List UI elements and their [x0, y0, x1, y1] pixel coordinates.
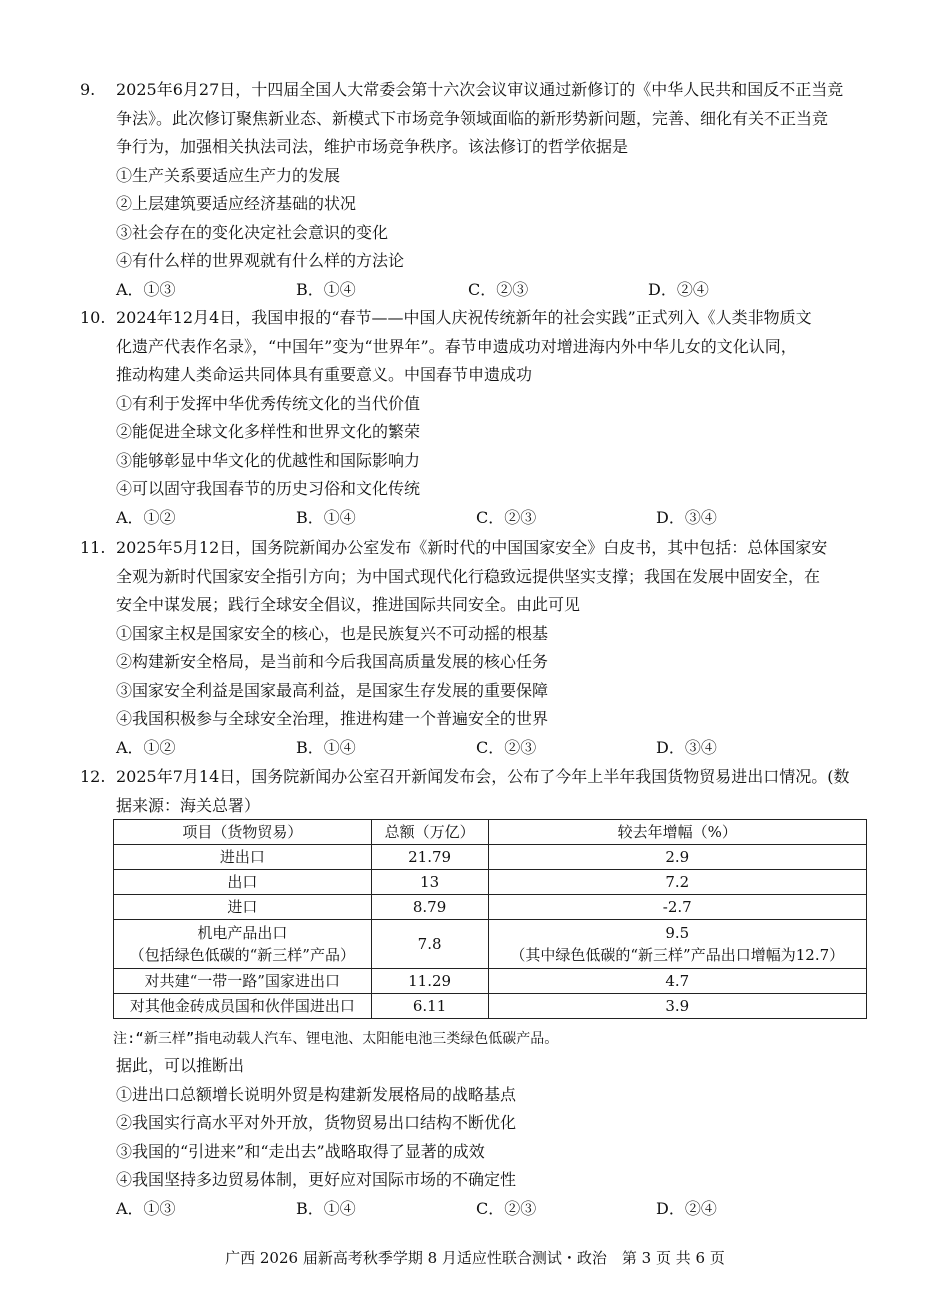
question-stem-line: 全观为新时代国家安全指引方向；为中国式现代化行稳致远提供坚实支撑；我国在发展中固安全，在	[116, 566, 821, 586]
choice-c: C．②③	[476, 1198, 537, 1218]
table-cell: 13	[371, 870, 488, 895]
table-cell: 对其他金砖成员国和伙伴国进出口	[114, 994, 372, 1019]
choice-b: B．①④	[296, 279, 356, 299]
statement-item: ②上层建筑要适应经济基础的状况	[116, 194, 357, 213]
statement-item: ③能够彰显中华文化的优越性和国际影响力	[116, 450, 421, 470]
statement-item: ①生产关系要适应生产力的发展	[116, 165, 341, 185]
choice-c: C．②③	[476, 507, 537, 527]
statement-item: ③国家安全利益是国家最高利益，是国家生存发展的重要保障	[116, 680, 549, 700]
choice-a: A．①③	[116, 279, 176, 299]
question-stem-line: 据来源：海关总署）	[116, 795, 261, 815]
question-11	[80, 534, 870, 762]
table-cell: -2.7	[488, 895, 866, 920]
choice-d: D．②④	[656, 1198, 717, 1218]
answer-choices	[80, 276, 870, 305]
statement-item: ②构建新安全格局，是当前和今后我国高质量发展的核心任务	[116, 652, 549, 671]
question-stem-line: 化遗产代表作名录》，“中国年”变为“世界年”。春节申遗成功对增进海内外中华儿女的文化认同，	[116, 336, 797, 356]
question-stem-line: 推动构建人类命运共同体具有重要意义。中国春节申遗成功	[116, 365, 533, 384]
table-header: 总额（万亿）	[371, 820, 488, 845]
statement-item: ④我国坚持多边贸易体制，更好应对国际市场的不确定性	[116, 1170, 517, 1189]
question-stem-line: 争法》。此次修订聚焦新业态、新模式下市场竞争领域面临的新形势新问题，完善、细化有关不正当竞	[116, 108, 829, 128]
table-cell: 出口	[114, 870, 372, 895]
table-row	[114, 920, 867, 969]
statement-item: ④我国积极参与全球安全治理，推进构建一个普遍安全的世界	[116, 709, 549, 728]
question-stem-line: 9. 2025年6月27日，十四届全国人大常委会第十六次会议审议通过新修订的《中华人民共和国反不正当竞	[80, 76, 870, 105]
table-cell: 4.7	[488, 969, 866, 994]
table-cell: 21.79	[371, 845, 488, 870]
choice-d: D．③④	[656, 507, 717, 527]
question-12-statements	[116, 1052, 876, 1223]
question-stem-line: 12. 2025年7月14日，国务院新闻办公室召开新闻发布会，公布了今年上半年我国货物贸易进出口情况。(数	[80, 763, 870, 792]
table-row	[114, 969, 867, 994]
choice-c: C．②③	[468, 279, 529, 299]
statement-item: ①进出口总额增长说明外贸是构建新发展格局的战略基点	[116, 1084, 517, 1104]
question-stem-line: 10. 2024年12月4日，我国申报的“春节——中国人庆祝传统新年的社会实践”正式列入《人类非物质文	[80, 304, 870, 333]
choice-c: C．②③	[476, 737, 537, 757]
question-number: 10.	[80, 308, 106, 327]
choice-a: A．①③	[116, 1198, 176, 1218]
table-row	[114, 845, 867, 870]
choice-b: B．①④	[296, 1198, 356, 1218]
question-number: 11.	[80, 538, 106, 557]
table-cell: 进出口	[114, 845, 372, 870]
question-9	[80, 76, 870, 304]
table-cell: 2.9	[488, 845, 866, 870]
answer-choices	[116, 1195, 876, 1224]
table-header-row	[114, 820, 867, 845]
question-number: 9.	[80, 80, 96, 99]
table-cell: 9.5 （其中绿色低碳的“新三样”产品出口增幅为12.7）	[488, 920, 866, 969]
question-12	[80, 763, 870, 820]
table-cell: 3.9	[488, 994, 866, 1019]
table-cell: 进口	[114, 895, 372, 920]
table-cell: 7.2	[488, 870, 866, 895]
table-cell: 机电产品出口 （包括绿色低碳的“新三样”产品）	[114, 920, 372, 969]
question-stem-line: 安全中谋发展；践行全球安全倡议，推进国际共同安全。由此可见	[116, 595, 581, 614]
choice-a: A．①②	[116, 507, 176, 527]
table-note: 注:“新三样”指电动载人汽车、锂电池、太阳能电池三类绿色低碳产品。	[113, 1031, 559, 1047]
table-cell: 11.29	[371, 969, 488, 994]
choice-d: D．②④	[648, 279, 709, 299]
page-footer: 广西 2026 届新高考秋季学期 8 月适应性联合测试・政治 第 3 页 共 6 页	[225, 1249, 725, 1267]
table-header: 项目（货物贸易）	[114, 820, 372, 845]
question-number: 12.	[80, 767, 106, 786]
choice-a: A．①②	[116, 737, 176, 757]
table-cell: 对共建“一带一路”国家进出口	[114, 969, 372, 994]
choice-b: B．①④	[296, 737, 356, 757]
question-stem-line: 争行为，加强相关执法司法，维护市场竞争秩序。该法修订的哲学依据是	[116, 137, 629, 156]
table-row	[114, 895, 867, 920]
answer-choices	[80, 504, 870, 533]
table-row	[114, 870, 867, 895]
statement-item: ①有利于发挥中华优秀传统文化的当代价值	[116, 393, 421, 413]
question-10	[80, 304, 870, 532]
question-lead: 据此，可以推断出	[116, 1056, 245, 1075]
statement-item: ①国家主权是国家安全的核心，也是民族复兴不可动摇的根基	[116, 623, 549, 643]
statement-item: ④有什么样的世界观就有什么样的方法论	[116, 251, 405, 270]
table-header: 较去年增幅（%）	[488, 820, 866, 845]
statement-item: ③社会存在的变化决定社会意识的变化	[116, 222, 389, 242]
statement-item: ④可以固守我国春节的历史习俗和文化传统	[116, 479, 421, 498]
statement-item: ②能促进全球文化多样性和世界文化的繁荣	[116, 422, 421, 441]
question-stem-line: 11. 2025年5月12日，国务院新闻办公室发布《新时代的中国国家安全》白皮书，其中包括：总体国家安	[80, 534, 870, 563]
statement-item: ②我国实行高水平对外开放，货物贸易出口结构不断优化	[116, 1113, 517, 1132]
choice-b: B．①④	[296, 507, 356, 527]
table-cell: 8.79	[371, 895, 488, 920]
statement-item: ③我国的“引进来”和“走出去”战略取得了显著的成效	[116, 1141, 485, 1161]
table-cell: 7.8	[371, 920, 488, 969]
choice-d: D．③④	[656, 737, 717, 757]
trade-data-table	[113, 819, 867, 1019]
answer-choices	[80, 734, 870, 763]
table-row	[114, 994, 867, 1019]
table-cell: 6.11	[371, 994, 488, 1019]
